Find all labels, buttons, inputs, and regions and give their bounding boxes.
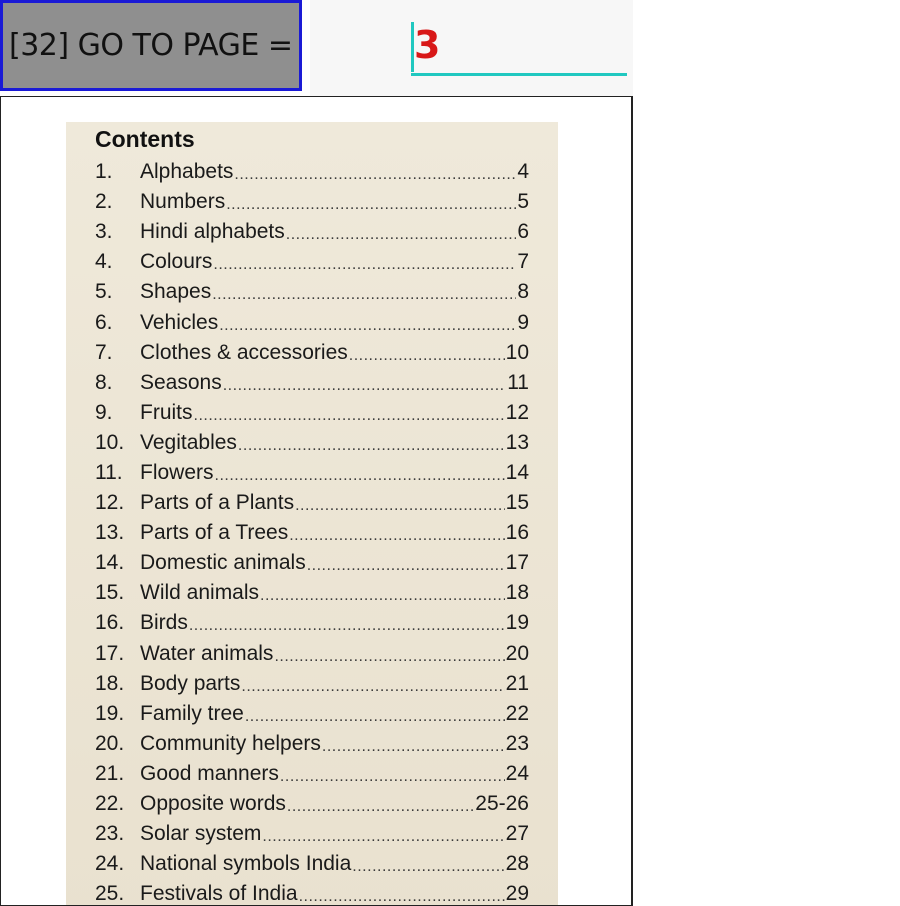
toc-entry-label: Colours xyxy=(140,250,213,274)
toc-entry-page: 14 xyxy=(505,460,529,484)
toc-entry-number: 8. xyxy=(95,370,113,394)
document-viewer[interactable] xyxy=(0,96,633,906)
toc-dot-leader xyxy=(223,377,506,395)
toc-entry-label: Clothes & accessories xyxy=(140,340,348,364)
toc-dot-leader xyxy=(219,317,516,335)
toc-dot-leader xyxy=(349,347,505,365)
toc-entry-label: Birds xyxy=(140,611,188,635)
toc-entry-label: Fruits xyxy=(140,400,193,424)
contents-list xyxy=(95,157,529,906)
toc-dot-leader xyxy=(215,467,505,485)
toc-dot-leader xyxy=(289,527,504,545)
toc-entry-page: 25-26 xyxy=(475,792,529,816)
toc-entry-label: Flowers xyxy=(140,460,214,484)
toc-entry-number: 4. xyxy=(95,250,113,274)
page-input-container xyxy=(310,0,633,96)
toc-entry-label: Family tree xyxy=(140,701,244,725)
document-page xyxy=(66,122,558,906)
toc-entry-label: Seasons xyxy=(140,370,222,394)
toc-entry-number: 14. xyxy=(95,551,125,575)
toc-entry xyxy=(95,518,529,548)
toc-entry xyxy=(95,578,529,608)
toc-entry-number: 20. xyxy=(95,731,125,755)
toc-entry-number: 18. xyxy=(95,671,125,695)
toc-entry-page: 11 xyxy=(507,370,529,394)
toc-entry xyxy=(95,458,529,488)
toc-entry-number: 19. xyxy=(95,701,125,725)
toc-entry-label: Community helpers xyxy=(140,731,321,755)
toc-entry xyxy=(95,669,529,699)
toc-entry-page: 28 xyxy=(505,852,529,876)
toc-entry-page: 27 xyxy=(505,822,529,846)
toc-entry xyxy=(95,157,529,187)
toc-dot-leader xyxy=(212,286,516,304)
toc-entry-number: 12. xyxy=(95,491,125,515)
toc-entry xyxy=(95,217,529,247)
toc-dot-leader xyxy=(238,437,505,455)
toc-entry-number: 16. xyxy=(95,611,125,635)
toc-dot-leader xyxy=(280,768,505,786)
go-to-page-label: [32] GO TO PAGE = xyxy=(9,28,293,63)
toc-entry-number: 17. xyxy=(95,641,125,665)
toc-entry-number: 2. xyxy=(95,190,113,214)
toc-entry-label: Good manners xyxy=(140,761,279,785)
toc-entry xyxy=(95,247,529,277)
toc-entry xyxy=(95,488,529,518)
toc-entry xyxy=(95,759,529,789)
contents-title: Contents xyxy=(95,126,195,152)
toc-entry-page: 29 xyxy=(505,882,529,906)
toc-dot-leader xyxy=(226,196,516,214)
toc-dot-leader xyxy=(299,888,505,906)
toc-entry-number: 22. xyxy=(95,792,125,816)
toc-dot-leader xyxy=(322,738,505,756)
toc-entry xyxy=(95,307,529,337)
toc-entry-page: 6 xyxy=(517,220,529,244)
toc-entry-number: 11. xyxy=(95,460,123,484)
toc-entry xyxy=(95,187,529,217)
toc-entry-number: 1. xyxy=(95,160,113,184)
toc-entry-label: Parts of a Trees xyxy=(140,521,289,545)
toc-entry xyxy=(95,368,529,398)
toc-entry-number: 13. xyxy=(95,521,125,545)
toc-dot-leader xyxy=(213,256,516,274)
toc-dot-leader xyxy=(194,407,505,425)
toc-entry-label: Numbers xyxy=(140,190,226,214)
toc-entry xyxy=(95,338,529,368)
toc-entry-label: Alphabets xyxy=(140,160,234,184)
toc-dot-leader xyxy=(189,617,505,635)
toc-entry-number: 10. xyxy=(95,430,125,454)
toc-entry-page: 24 xyxy=(505,761,529,785)
toc-entry xyxy=(95,428,529,458)
toc-entry-page: 22 xyxy=(505,701,529,725)
page-number-value: 3 xyxy=(414,23,441,67)
toc-entry-label: Vehicles xyxy=(140,310,219,334)
toc-dot-leader xyxy=(352,858,504,876)
toc-entry xyxy=(95,729,529,759)
toc-entry-page: 9 xyxy=(517,310,529,334)
toc-entry-page: 21 xyxy=(505,671,529,695)
toc-entry xyxy=(95,277,529,307)
toc-entry-label: National symbols India xyxy=(140,852,352,876)
toc-entry-number: 25. xyxy=(95,882,125,906)
toc-dot-leader xyxy=(287,798,474,816)
toc-entry-page: 12 xyxy=(505,400,529,424)
toc-dot-leader xyxy=(262,828,504,846)
toc-dot-leader xyxy=(274,648,504,666)
toc-entry-page: 7 xyxy=(517,250,529,274)
toc-dot-leader xyxy=(286,226,517,244)
toc-entry-number: 15. xyxy=(95,581,125,605)
toc-entry-page: 8 xyxy=(517,280,529,304)
toc-entry-label: Solar system xyxy=(140,822,262,846)
toc-entry xyxy=(95,639,529,669)
toc-entry-number: 21. xyxy=(95,761,125,785)
toc-dot-leader xyxy=(307,557,505,575)
toc-entry-page: 19 xyxy=(505,611,529,635)
go-to-page-button[interactable] xyxy=(0,0,302,91)
toc-entry-page: 23 xyxy=(505,731,529,755)
toc-entry-page: 13 xyxy=(505,430,529,454)
toc-entry-label: Domestic animals xyxy=(140,551,306,575)
toc-entry-label: Festivals of India xyxy=(140,882,298,906)
toc-dot-leader xyxy=(295,497,505,515)
toc-entry xyxy=(95,398,529,428)
toc-entry-number: 7. xyxy=(95,340,113,364)
toc-entry-page: 20 xyxy=(505,641,529,665)
toc-entry-number: 6. xyxy=(95,310,113,334)
toc-entry-number: 9. xyxy=(95,400,113,424)
toc-entry-number: 24. xyxy=(95,852,125,876)
toc-entry-label: Vegitables xyxy=(140,430,237,454)
toc-dot-leader xyxy=(245,708,505,726)
toc-entry xyxy=(95,849,529,879)
toc-entry-label: Wild animals xyxy=(140,581,260,605)
toc-entry-page: 16 xyxy=(505,521,529,545)
toc-entry-number: 23. xyxy=(95,822,125,846)
toc-entry-number: 5. xyxy=(95,280,113,304)
toc-entry xyxy=(95,879,529,906)
toc-dot-leader xyxy=(260,587,505,605)
toc-entry xyxy=(95,699,529,729)
toc-entry-page: 4 xyxy=(517,160,529,184)
toc-entry xyxy=(95,789,529,819)
toc-entry xyxy=(95,608,529,638)
toc-entry-page: 18 xyxy=(505,581,529,605)
toc-entry-label: Hindi alphabets xyxy=(140,220,285,244)
page-number-input[interactable] xyxy=(411,20,627,76)
top-bar xyxy=(0,0,900,96)
toc-dot-leader xyxy=(234,166,516,184)
toc-entry-page: 15 xyxy=(505,491,529,515)
toc-entry-label: Water animals xyxy=(140,641,274,665)
toc-entry-number: 3. xyxy=(95,220,113,244)
toc-entry-page: 5 xyxy=(517,190,529,214)
toc-entry-label: Body parts xyxy=(140,671,241,695)
toc-dot-leader xyxy=(241,678,504,696)
toc-entry xyxy=(95,819,529,849)
toc-entry-page: 17 xyxy=(505,551,529,575)
toc-entry xyxy=(95,548,529,578)
toc-entry-page: 10 xyxy=(505,340,529,364)
toc-entry-label: Shapes xyxy=(140,280,212,304)
toc-entry-label: Opposite words xyxy=(140,792,286,816)
toc-entry-label: Parts of a Plants xyxy=(140,491,295,515)
